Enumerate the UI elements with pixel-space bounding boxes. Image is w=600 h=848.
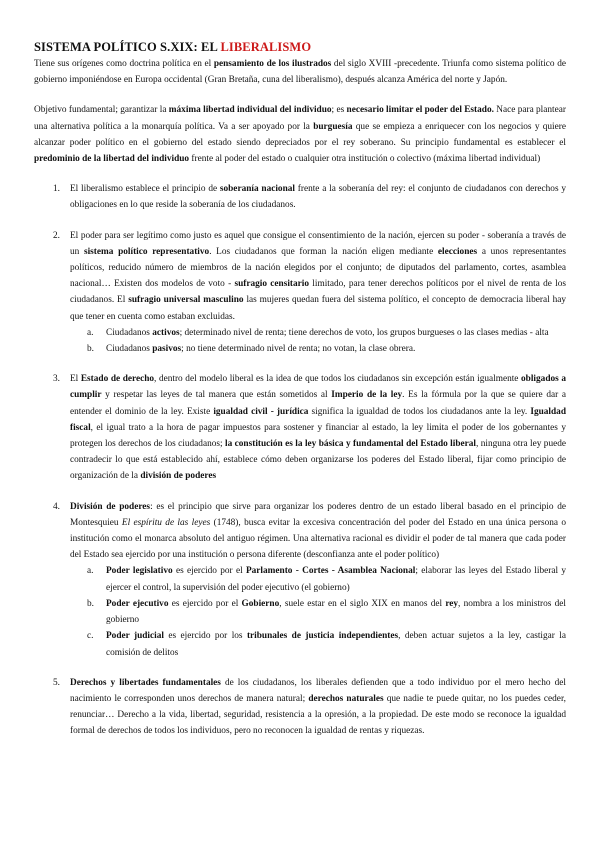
bold-term: pasivos — [152, 344, 182, 355]
page-title — [34, 40, 566, 55]
list-spacer — [34, 485, 566, 499]
list-spacer — [34, 357, 566, 371]
text-run: y respetar las leyes de tal manera que están sometidos al — [101, 390, 332, 401]
bold-term: sufragio universal masculino — [128, 295, 244, 306]
list-item — [34, 181, 566, 213]
sub-list-item — [70, 563, 566, 595]
bold-term: rey — [445, 598, 459, 609]
bold-term: Igualdad fiscal — [70, 406, 566, 433]
text-run: ; es — [331, 105, 347, 116]
text-run: , suele estar en el siglo XIX en manos del — [279, 598, 446, 609]
bold-term: sufragio censitario — [234, 279, 310, 290]
text-run: ; elaborar las leyes del Estado liberal y ejercer el control, la supervisión del poder ejecutivo (el gobierno) — [106, 566, 566, 593]
bold-term: Poder judicial — [106, 631, 164, 642]
list-item-number: 4. — [53, 501, 60, 512]
sub-list-letter: b. — [87, 598, 94, 609]
text-run: , el igual trato a la hora de pagar impuestos para sostener y financiar al estado, la ley limita el poder de los gobernantes y protegen los derechos de los ciudadanos; — [70, 422, 566, 450]
intro-paragraph — [34, 56, 566, 88]
text-run: : es el principio que sirve para organizar los poderes dentro de un estado liberal basado en el principio de Montesquieu — [70, 501, 567, 528]
bold-term: Estado de derecho — [80, 374, 155, 385]
text-run: Nace para plantear una alternativa política a la monarquía política. Va a ser apoyado por la — [34, 105, 566, 132]
sub-list-letter: a. — [87, 327, 94, 338]
bold-term: Poder ejecutivo — [106, 598, 169, 609]
list-item — [34, 675, 566, 740]
text-run: significa la igualdad de todos los ciudadanos ante la ley. — [308, 406, 531, 417]
text-run: , nombra a los ministros del gobierno — [106, 598, 566, 626]
list-item-number: 5. — [53, 677, 60, 688]
bold-term: soberanía nacional — [219, 184, 295, 195]
text-run: El — [70, 374, 81, 385]
text-run: , ninguna otra ley puede contradecir lo que está establecido ahí, establece cómo deben organizarse los poderes del Estado liberal, fijar como principio de organización de la — [70, 439, 567, 482]
objective-paragraph — [34, 102, 566, 167]
list-item — [34, 499, 566, 661]
bold-term: división de poderes — [140, 471, 217, 482]
sub-list-text — [106, 628, 566, 660]
bold-term: activos — [152, 327, 180, 338]
bold-term: derechos naturales — [308, 693, 384, 704]
sub-list-text — [106, 596, 566, 628]
list-item-text — [70, 499, 566, 564]
bold-term: máxima libertad individual del individuo — [168, 105, 332, 116]
text-run: Ciudadanos — [106, 344, 153, 355]
list-item-number: 3. — [53, 374, 60, 385]
bold-term: Derechos y libertades fundamentales — [70, 677, 221, 688]
bold-term: Parlamento - Cortes - Asamblea Nacional — [245, 566, 416, 577]
text-run: limitado, para tener derechos políticos por el nivel de renta de los ciudadanos. El — [70, 279, 567, 306]
list-item-text — [70, 181, 566, 213]
text-run: es ejercido por el — [168, 598, 242, 609]
bold-term: sistema político representativo — [83, 246, 210, 257]
sub-list-item — [70, 628, 566, 660]
text-run: del siglo XVIII -precedente. Triunfa como sistema político de gobierno imponiéndose en Europa occidental (Gran Bretaña, cuna del liberalismo), después alcanza América del norte y Japón. — [34, 59, 566, 86]
list-item-text — [70, 675, 566, 740]
sub-list-letter: b. — [87, 344, 94, 355]
document-page — [34, 40, 566, 740]
sub-list — [70, 563, 566, 660]
text-run: Objetivo fundamental; garantizar la — [34, 105, 169, 116]
text-run: . Los ciudadanos que forman la nación eligen mediante — [209, 246, 438, 257]
bold-term: tribunales de justicia independientes — [246, 631, 399, 642]
sub-list-item — [70, 596, 566, 628]
bold-term: División de poderes — [70, 501, 151, 512]
sub-list — [70, 325, 566, 357]
bold-term: elecciones — [437, 246, 478, 257]
text-run: , dentro del modelo liberal es la idea de que todos los ciudadanos sin excepción están igualmente — [154, 374, 522, 385]
bold-term: Gobierno — [241, 598, 280, 609]
list-item-text — [70, 228, 566, 325]
list-item — [34, 228, 566, 358]
text-run: de los ciudadanos, los liberales defienden que a todo individuo por el mero hecho del nacimiento le corresponden unos derechos de manera natural; — [70, 677, 566, 704]
bold-term: pensamiento de los ilustrados — [213, 59, 332, 69]
sub-list-item — [70, 341, 566, 357]
text-run: es ejercido por el — [172, 566, 246, 577]
text-run: ; no tiene determinado nivel de renta; no votan, la clase obrera. — [181, 344, 416, 355]
bold-term: predominio de la libertad del individuo — [34, 154, 190, 165]
principles-list — [34, 181, 566, 739]
list-item — [34, 371, 566, 484]
text-run: a unos representantes políticos, reducido número de miembros de la nación elegidos por el conjunto; de diputados del parlamento, cortes, asamblea nacional… Existen dos modelos de voto - — [70, 246, 567, 290]
bold-term: igualdad civil - jurídica — [213, 406, 309, 417]
bold-term: obligados a cumplir — [70, 374, 566, 401]
text-run: frente al poder del estado o cualquier otra institución o colectivo (máxima libertad individual) — [189, 154, 541, 165]
bold-term: Imperio de la ley — [331, 390, 403, 401]
text-run: las mujeres quedan fuera del sistema político, el concepto de democracia liberal hay que tener en cuenta como estaban excluidas. — [70, 295, 567, 322]
list-item-number: 2. — [53, 230, 60, 241]
title-highlight: LIBERALISMO — [220, 40, 312, 54]
list-spacer — [34, 661, 566, 675]
bold-term: necesario limitar el poder del Estado. — [346, 105, 494, 116]
list-item-number: 1. — [53, 184, 60, 195]
bold-term: burguesía — [313, 121, 353, 132]
text-run: El liberalismo establece el principio de — [70, 184, 220, 195]
text-run: que nadie te puede quitar, no los puedes ceder, renunciar… Derecho a la vida, libertad, seguridad, resistencia a la opresión, a la propiedad. De este modo se reconoce la igualdad formal de derechos de todos los individuos, pero no reconocen la igualdad de rentas y riquezas. — [70, 693, 566, 737]
sub-list-letter: a. — [87, 566, 94, 577]
text-run: , deben actuar sujetos a la ley, castigar la comisión de delitos — [106, 631, 566, 658]
italic-title: El espíritu de las leyes — [121, 517, 211, 528]
title-prefix: SISTEMA POLÍTICO S.XIX: EL — [34, 40, 221, 54]
text-run: que se empieza a enriquecer con los negocios y quiere alcanzar poder político en el gobierno del estado siendo depreciados por el rey soberano. Su principio fundamental es establecer el — [34, 121, 566, 148]
sub-list-item — [70, 325, 566, 341]
text-run: Tiene sus orígenes como doctrina política en el — [34, 59, 214, 69]
list-spacer — [34, 214, 566, 228]
text-run: ; determinado nivel de renta; tiene derechos de voto, los grupos burgueses o las clases medias - alta — [179, 327, 549, 338]
sub-list-text — [106, 325, 566, 341]
sub-list-text — [106, 341, 566, 357]
text-run: . Es la fórmula por la que se quiere dar a entender el dominio de la ley. Existe — [70, 390, 566, 417]
text-run: Ciudadanos — [106, 327, 153, 338]
text-run: es ejercido por los — [163, 631, 247, 642]
text-run: (1748), busca evitar la excesiva concentración del poder del Estado en una única persona o institución como el monarca absoluto del antiguo régimen. Una alternativa racional es dividir el poder de tal manera que cada poder del Estado sea ejercido por una institución o persona diferente (desconfianza ante el poder político) — [70, 517, 567, 561]
sub-list-text — [106, 563, 566, 595]
bold-term: Poder legislativo — [106, 566, 173, 577]
bold-term: la constitución es la ley básica y fundamental del Estado liberal — [225, 439, 477, 450]
text-run: frente a la soberanía del rey: el conjunto de ciudadanos con derechos y obligaciones en lo que reside la soberanía de los ciudadanos. — [70, 184, 566, 211]
list-item-text — [70, 371, 566, 484]
sub-list-letter: c. — [87, 631, 94, 642]
text-run: El poder para ser legítimo como justo es aquel que consigue el consentimiento de la nación, ejercen su poder - soberanía a través de un — [70, 230, 566, 257]
